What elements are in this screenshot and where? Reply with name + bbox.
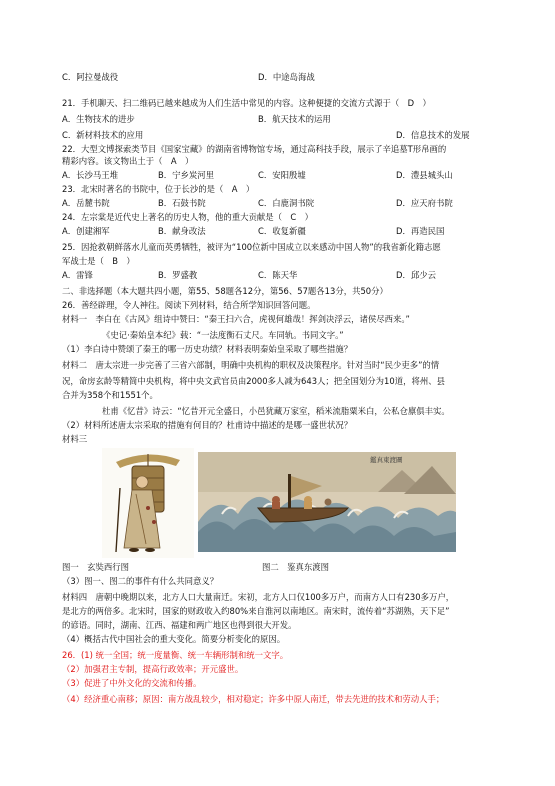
material-two-line3: 合并为358个和1551个。 [62,390,158,400]
question-3: （3）图一、图二的事件有什么共同意义？ [62,576,219,586]
q25-option-a: A．雷锋 [62,270,93,280]
q24-option-d: D．再造民国 [396,226,445,236]
q21-option-b: B．航天技术的运用 [258,114,331,124]
q21-stem: 21．手机聊天、扫二维码已越来越成为人们生活中常见的内容。这种便捷的交流方式源于（ D ） [62,98,431,108]
answer-1: 26．(1) 统一全国；统一度量衡、统一车辆形制和统一文字。 [62,650,289,660]
q23-option-b: B．石鼓书院 [158,198,206,208]
q22-option-a: A．长沙马王堆 [62,170,118,180]
question-4: （4）概括古代中国社会的重大变化。简要分析变化的原因。 [62,634,286,644]
material-two-line2: 况，命房玄龄等精简中央机构，将中央文武官员由2000多人减为643人；把全国划分为10道，将州、县 [62,376,445,386]
q23-option-d: D．应天府书院 [396,198,453,208]
q25-option-d: D．邱少云 [396,270,436,280]
q24-option-b: B．献身改法 [158,226,206,236]
q22-stem: 22．大型文博探索类节目《国家宝藏》的湖南省博物馆专场，通过高科技手段，展示了辛追墓T形帛画的 [62,144,447,154]
q25-stem-cont: 军战士是（ B ） [62,256,135,266]
q20-option-c: C．阿拉曼战役 [62,72,119,82]
answer-4: （4）经济重心南移；原因：南方战乱较少，相对稳定；许多中原人南迁，带去先进的技术和劳动人手； [62,694,445,704]
material-four-line1: 材料四 唐朝中晚期以来，北方人口大量南迁。宋初，北方人口仅100多万户，而南方人口有230多万户， [62,592,455,602]
q21-option-c: C．新材料技术的应用 [62,130,144,140]
question-2: （2）材料所述唐太宗采取的措施有何目的？杜甫诗中描述的是哪一盛世状况？ [62,420,353,430]
section-two-heading: 二、非选择题（本大题共四小题，第55、58题各12分，第56、57题各13分，共50分） [62,286,388,296]
q24-option-c: C．收复新疆 [258,226,306,236]
xuanzang-journey-figure [102,448,194,558]
material-four-line3: 的谚语。同时，湖南、江西、福建和两广地区也得到很大开发。 [62,620,297,630]
material-two-line4: 杜甫《忆昔》诗云：“忆昔开元全盛日，小邑犹藏万家室，稻米流脂粟米白，公私仓廪俱丰实。 [102,406,450,416]
q24-option-a: A．创建湘军 [62,226,110,236]
material-two-line1: 材料二 唐太宗进一步完善了三省六部制，明确中央机构的职权及决策程序。针对当时“民少吏多”的情 [62,360,440,370]
q22-stem-cont: 精彩内容。该文物出土于（ A ） [62,156,194,166]
q21-option-d: D．信息技术的发展 [396,130,470,140]
q23-option-c: C．白鹿洞书院 [258,198,315,208]
answer-3: （3）促进了中外文化的交流和传播。 [62,678,202,688]
q25-option-b: B．罗盛教 [158,270,198,280]
figure-two-caption: 图二 鉴真东渡图 [262,562,329,572]
jianzhen-inscription: 鑑真東渡圖 [370,456,403,464]
q24-stem: 24．左宗棠是近代史上著名的历史人物，他的重大贡献是（ C ） [62,212,314,222]
question-1: （1）李白诗中赞颂了秦王的哪一历史功绩？材料表明秦始皇采取了哪些措施？ [62,344,353,354]
figure-one-caption: 图一 玄奘西行图 [62,562,129,572]
q23-stem: 23．北宋时著名的书院中，位于长沙的是（ A ） [62,184,255,194]
material-four-line2: 是北方的两倍多。北宋时，国家的财政收入约80%来自淮河以南地区。南宋时，流传着“苏湖熟，天下足” [62,606,450,616]
q22-option-c: C．安阳殷墟 [258,170,306,180]
q26-intro: 26．善经辟理，令人神往。阅读下列材料，结合所学知识回答问题。 [62,300,316,310]
material-one-line1: 材料一 李白在《古风》组诗中赞曰：“秦王扫六合，虎视何雄哉！挥剑决浮云，诸侯尽西来。” [62,314,410,324]
q25-stem: 25．因抢救朝鲜落水儿童而英勇牺牲，被评为“100位新中国成立以来感动中国人物”的我省新化籍志愿 [62,242,441,252]
material-one-line2: 《史记·秦始皇本纪》载：“一法度衡石丈尺。车同轨。书同文字。” [102,330,344,340]
q20-option-d: D．中途岛海战 [258,72,315,82]
q25-option-c: C．陈天华 [258,270,298,280]
q22-option-b: B．宁乡炭河里 [158,170,214,180]
material-three-label: 材料三 [62,434,88,444]
answer-2: （2）加强君主专制，提高行政效率；开元盛世。 [62,664,244,674]
q22-option-d: D．澧县城头山 [396,170,453,180]
q21-option-a: A．生物技术的进步 [62,114,135,124]
q23-option-a: A．岳麓书院 [62,198,110,208]
jianzhen-voyage-figure [198,452,456,552]
